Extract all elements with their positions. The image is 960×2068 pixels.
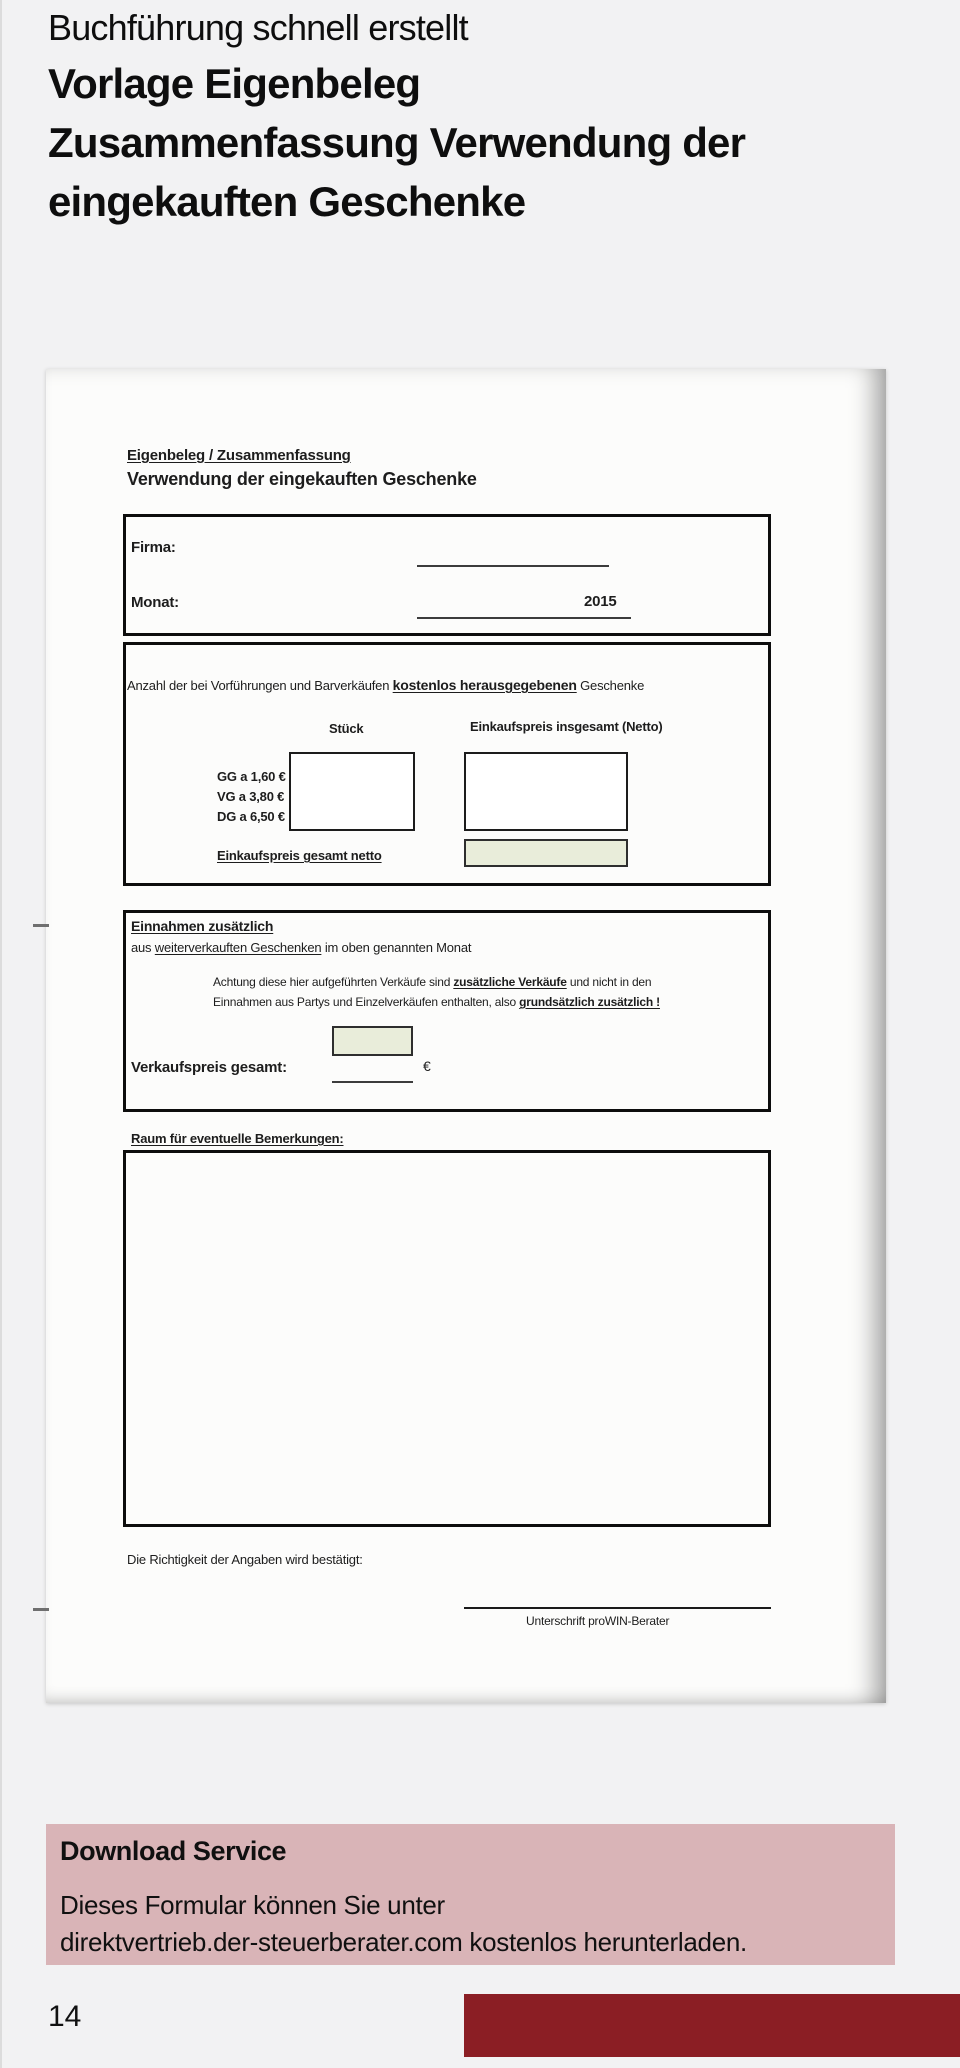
sales-total-label: Verkaufspreis gesamt: — [131, 1059, 287, 1076]
giveaway-caption — [127, 677, 644, 693]
page-title-line1: Vorlage Eigenbeleg — [48, 60, 421, 107]
chapter-title: Buchführung schnell erstellt — [48, 7, 468, 48]
confirmation-text: Die Richtigkeit der Angaben wird bestätigt: — [127, 1552, 363, 1567]
giveaway-caption-emph: kostenlos herausgegebenen — [392, 677, 577, 693]
remarks-label: Raum für eventuelle Bemerkungen: — [131, 1131, 344, 1146]
notice1-post: und nicht in den — [569, 975, 652, 989]
notice1-emph: zusätzliche Verkäufe — [453, 975, 567, 989]
price-row-dg: DG a 6,50 € — [217, 809, 285, 824]
scan-mark-bottom — [33, 1608, 49, 1611]
monat-label: Monat: — [131, 594, 179, 611]
signature-line — [464, 1607, 771, 1609]
price-row-vg: VG a 3,80 € — [217, 789, 285, 804]
income-subtitle-pre: aus — [131, 940, 152, 955]
price-row-gg: GG a 1,60 € — [217, 769, 286, 784]
firma-label: Firma: — [131, 539, 176, 556]
download-text-line1: Dieses Formular können Sie unter — [60, 1890, 445, 1920]
income-subtitle-emph: weiterverkauften Geschenken — [154, 940, 322, 955]
income-title: Einnahmen zusätzlich — [131, 918, 274, 934]
giveaway-caption-pre: Anzahl der bei Vorführungen und Barverkäufen — [127, 678, 390, 693]
income-subtitle-post: im oben genannten Monat — [324, 940, 472, 955]
page-header — [48, 2, 918, 231]
page-number: 14 — [48, 2000, 82, 2033]
column-header-netto: Einkaufspreis insgesamt (Netto) — [470, 719, 663, 734]
netto-entry-field — [464, 752, 628, 831]
form-heading-small: Eigenbeleg / Zusammenfassung — [127, 447, 351, 464]
total-netto-label: Einkaufspreis gesamt netto — [217, 848, 382, 863]
firma-blank-line — [417, 565, 609, 567]
notice2-emph: grundsätzlich zusätzlich ! — [519, 995, 660, 1009]
download-url-line: direktvertrieb.der-steuerberater.com kostenlos herunterladen. — [60, 1927, 747, 1957]
giveaway-caption-post: Geschenke — [580, 678, 645, 693]
sales-total-blank-line — [332, 1081, 413, 1083]
stueck-entry-field — [289, 752, 415, 831]
download-service-panel — [46, 1824, 895, 1965]
income-notice-line1 — [213, 975, 651, 989]
form-heading-main: Verwendung der eingekauften Geschenke — [127, 469, 477, 489]
column-header-stueck: Stück — [329, 721, 364, 736]
euro-sign: € — [423, 1058, 431, 1074]
total-netto-field — [464, 839, 628, 867]
notice2-pre: Einnahmen aus Partys und Einzelverkäufen enthalten, also — [213, 995, 516, 1009]
income-notice-line2 — [213, 995, 660, 1009]
footer-accent-bar — [464, 1994, 960, 2057]
notice1-pre: Achtung diese hier aufgeführten Verkäufe sind — [213, 975, 451, 989]
sales-total-field — [332, 1026, 413, 1056]
download-title: Download Service — [60, 1836, 287, 1866]
scanned-form — [46, 369, 886, 1703]
page-title-line2: Zusammenfassung Verwendung der eingekauften Geschenke — [48, 119, 746, 225]
remarks-box — [123, 1150, 771, 1527]
monat-blank-line — [417, 617, 631, 619]
income-subtitle — [131, 940, 471, 955]
signature-caption: Unterschrift proWIN-Berater — [526, 1614, 670, 1628]
monat-year-value: 2015 — [584, 593, 617, 610]
scan-mark-top — [33, 924, 49, 927]
